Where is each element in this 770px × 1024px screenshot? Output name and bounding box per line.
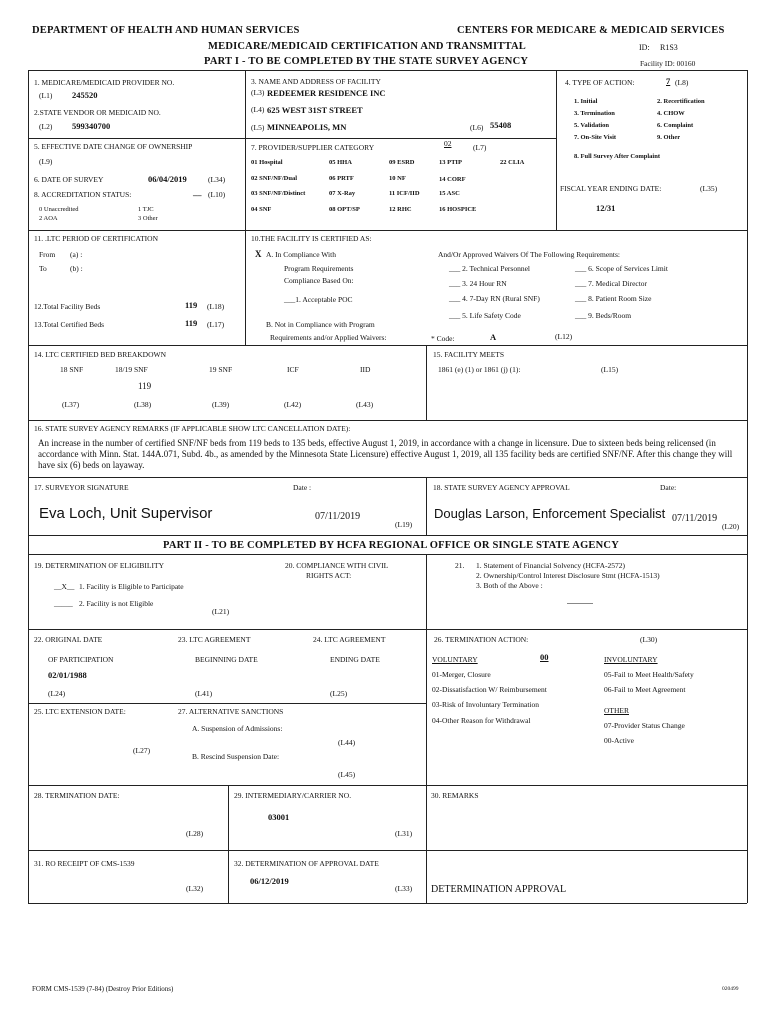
surveyor-date: 07/11/2019 <box>315 511 361 522</box>
s8-code: (L10) <box>208 190 226 199</box>
rule <box>426 345 427 420</box>
s10-label: 10.THE FACILITY IS CERTIFIED AS: <box>251 234 372 243</box>
category: 15 ASC <box>439 190 460 197</box>
waiver: ___ 3. 24 Hour RN <box>449 279 507 288</box>
other-opt: 00-Active <box>604 736 634 745</box>
category: 22 CLIA <box>500 159 525 166</box>
s3-l3: (L3) <box>251 88 265 97</box>
category: 07 X-Ray <box>329 190 356 197</box>
s12-code: (L18) <box>207 302 225 311</box>
id-label: ID: <box>639 43 650 52</box>
accred-opt: 3 Other <box>138 215 158 222</box>
bed-code: (L38) <box>134 400 152 409</box>
rule <box>28 477 747 478</box>
action-type: 7 <box>666 76 671 86</box>
waiver: ___ 5. Life Safety Code <box>449 311 521 320</box>
rule <box>28 903 747 904</box>
s18-label: 18. STATE SURVEY AGENCY APPROVAL <box>433 483 570 492</box>
to-label: To <box>39 264 47 273</box>
s10-b2: Requirements and/or Applied Waivers: <box>270 333 387 342</box>
category: 04 SNF <box>251 206 272 213</box>
category: 03 SNF/NF/Distinct <box>251 190 306 197</box>
s11-label: 11. .LTC PERIOD OF CERTIFICATION <box>34 234 159 243</box>
s10-req2: Compliance Based On: <box>284 276 354 285</box>
total-facility-beds: 119 <box>185 300 198 310</box>
voluntary-opt: 01-Merger, Closure <box>432 670 491 679</box>
rule <box>28 785 747 786</box>
s23-sub: BEGINNING DATE <box>195 655 258 664</box>
not-eligible-mark: _____ <box>54 599 73 608</box>
eligible-mark: __X__ <box>54 582 75 591</box>
s25-label: 25. LTC EXTENSION DATE: <box>34 707 126 716</box>
part1-title: PART I - TO BE COMPLETED BY THE STATE SURVEY AGENCY <box>204 56 529 67</box>
s6-label: 6. DATE OF SURVEY <box>34 175 104 184</box>
from-a: (a) : <box>70 250 83 259</box>
bed-col: 18/19 SNF <box>115 365 148 374</box>
action-opt: 8. Full Survey After Complaint <box>574 153 661 160</box>
rule <box>28 70 29 903</box>
s3-l4: (L4) <box>251 105 265 114</box>
s23-label: 23. LTC AGREEMENT <box>178 635 251 644</box>
s22-label: 22. ORIGINAL DATE <box>34 635 103 644</box>
rule <box>28 70 747 71</box>
s20-label1: 20. COMPLIANCE WITH CIVIL <box>285 561 389 570</box>
bed-col: 18 SNF <box>60 365 84 374</box>
facility-name: REDEEMER RESIDENCE INC <box>267 88 386 98</box>
s18-date-label: Date: <box>660 483 677 492</box>
accred-opt: 1 TJC <box>138 206 154 213</box>
facility-street: 625 WEST 31ST STREET <box>267 105 363 115</box>
bed-col: ICF <box>287 365 299 374</box>
action-opt: 6. Complaint <box>657 122 694 129</box>
bed-col: IID <box>360 365 371 374</box>
s17-code: (L19) <box>395 520 413 529</box>
rule <box>28 554 747 555</box>
s25-code: (L27) <box>133 746 151 755</box>
category: 02 SNF/NF/Dual <box>251 175 298 182</box>
category: 10 NF <box>389 175 406 182</box>
bed-1819-value: 119 <box>138 381 152 391</box>
rule <box>426 554 427 629</box>
surveyor-signature: Eva Loch, Unit Supervisor <box>39 505 213 522</box>
compliance-code: A <box>490 332 497 342</box>
part2-title: PART II - TO BE COMPLETED BY HCFA REGIONAL OFFICE OR SINGLE STATE AGENCY <box>163 540 619 551</box>
voluntary-heading: VOLUNTARY <box>432 655 478 664</box>
s26-code: (L30) <box>640 635 658 644</box>
action-opt: 9. Other <box>657 134 681 141</box>
from-label: From <box>39 250 56 259</box>
s1-code: (L1) <box>39 91 53 100</box>
category: 05 HHA <box>329 159 352 166</box>
form-code: 020499 <box>722 986 739 992</box>
rule <box>245 70 246 345</box>
fiscal-label: FISCAL YEAR ENDING DATE: <box>560 184 662 193</box>
s10-b1: B. Not in Compliance with Program <box>266 320 375 329</box>
s19-code: (L21) <box>212 607 230 616</box>
header-cms: CENTERS FOR MEDICARE & MEDICAID SERVICES <box>457 25 725 36</box>
form-number: FORM CMS-1539 (7-84) (Destroy Prior Editions) <box>32 985 174 993</box>
action-opt: 3. Termination <box>574 110 615 117</box>
rule <box>747 70 748 903</box>
rule <box>28 230 747 231</box>
rule <box>28 138 556 139</box>
action-opt: 1. Initial <box>574 98 598 105</box>
voluntary-opt: 04-Other Reason for Withdrawal <box>432 716 531 725</box>
waiver: ___ 6. Scope of Services Limit <box>575 264 668 273</box>
s27-label: 27. ALTERNATIVE SANCTIONS <box>178 707 284 716</box>
rule <box>28 850 747 851</box>
s15-label: 15. FACILITY MEETS <box>433 350 505 359</box>
bed-code: (L39) <box>212 400 230 409</box>
s5-code: (L9) <box>39 157 53 166</box>
facility-zip: 55408 <box>490 120 512 130</box>
waiver: ___ 7. Medical Director <box>575 279 648 288</box>
eligible-option: 1. Facility is Eligible to Participate <box>79 582 184 591</box>
approval-date-value: 06/12/2019 <box>250 876 289 886</box>
waivers-heading: And/Or Approved Waivers Of The Following Requirements: <box>438 250 621 259</box>
provider-number: 245520 <box>72 90 98 100</box>
determination-approval: DETERMINATION APPROVAL <box>431 884 567 895</box>
s31-label: 31. RO RECEIPT OF CMS-1539 <box>34 859 135 868</box>
vendor-number: 599340700 <box>72 121 111 131</box>
action-opt: 4. CHOW <box>657 110 685 117</box>
s24-sub: ENDING DATE <box>330 655 380 664</box>
id-value: R1S3 <box>660 43 678 52</box>
rule <box>28 703 426 704</box>
header-dept: DEPARTMENT OF HEALTH AND HUMAN SERVICES <box>32 25 300 36</box>
compliance-mark: X <box>255 249 262 259</box>
fiscal-value: 12/31 <box>596 203 616 213</box>
approval-signature: Douglas Larson, Enforcement Specialist <box>434 506 666 521</box>
voluntary-opt: 02-Dissatisfaction W/ Reimbursement <box>432 685 547 694</box>
other-heading: OTHER <box>604 706 629 715</box>
s4-label: 4. TYPE OF ACTION: <box>565 78 635 87</box>
rule <box>28 629 747 630</box>
form-title: MEDICARE/MEDICAID CERTIFICATION AND TRANSMITTAL <box>208 41 526 52</box>
facility-id: Facility ID: 00160 <box>640 59 696 68</box>
s29-code: (L31) <box>395 829 413 838</box>
category: 01 Hospital <box>251 159 283 166</box>
waiver: ___ 4. 7-Day RN (Rural SNF) <box>449 294 540 303</box>
s4-code: (L8) <box>675 78 689 87</box>
s24-code: (L25) <box>330 689 348 698</box>
rule <box>426 629 427 903</box>
s13-code: (L17) <box>207 320 225 329</box>
s18-code: (L20) <box>722 522 740 531</box>
agency-remarks: An increase in the number of certified SNF/NF beds from 119 beds to 135 beds, effective August 1, 2019, in accordance with a change in licensure. Due to sixteen beds being relicensed (in accordance with Minn. Stat. 144A.071, Subd. 4b., as amended by the Minnesota State Licensure) effective August 1, 2019, all 135 facility beds are certified SNF/NF. After this change they will have six (6) beds on layaway. <box>38 438 733 470</box>
s5-label: 5. EFFECTIVE DATE CHANGE OF OWNERSHIP <box>34 142 193 151</box>
s29-label: 29. INTERMEDIARY/CARRIER NO. <box>234 791 352 800</box>
s17-date-label: Date : <box>293 483 312 492</box>
s21-blank <box>567 603 593 604</box>
original-date: 02/01/1988 <box>48 670 87 680</box>
s23-code: (L41) <box>195 689 213 698</box>
s28-code: (L28) <box>186 829 204 838</box>
carrier-number: 03001 <box>268 812 290 822</box>
total-certified-beds: 119 <box>185 318 198 328</box>
voluntary-opt: 03-Risk of Involuntary Termination <box>432 700 540 709</box>
to-b: (b) : <box>70 264 83 273</box>
approval-date: 07/11/2019 <box>672 513 718 524</box>
other-opt: 07-Provider Status Change <box>604 721 685 730</box>
s10-req1: Program Requirements <box>284 264 354 273</box>
s22-code: (L24) <box>48 689 66 698</box>
s13-label: 13.Total Certified Beds <box>34 320 105 329</box>
s21-item: 1. Statement of Financial Solvency (HCFA-2572) <box>476 561 626 570</box>
accred-opt: 0 Unaccredited <box>39 206 79 213</box>
s27-a-code: (L44) <box>338 738 356 747</box>
involuntary-opt: 06-Fail to Meet Agreement <box>604 685 686 694</box>
s3-label: 3. NAME AND ADDRESS OF FACILITY <box>251 77 381 86</box>
s12-label: 12.Total Facility Beds <box>34 302 101 311</box>
code-label: * Code: <box>431 334 455 343</box>
s27-b-code: (L45) <box>338 770 356 779</box>
s3-l5: (L5) <box>251 123 265 132</box>
category: 12 RHC <box>389 206 412 213</box>
s21-label: 21. <box>455 561 465 570</box>
bed-code: (L43) <box>356 400 374 409</box>
s3-l6: (L6) <box>470 123 484 132</box>
s21-item: 2. Ownership/Control Interest Disclosure Stmt (HCFA-1513) <box>476 571 660 580</box>
s27-b: B. Rescind Suspension Date: <box>192 752 280 761</box>
s30-label: 30. REMARKS <box>431 791 479 800</box>
bed-code: (L42) <box>284 400 302 409</box>
s1-label: 1. MEDICARE/MEDICAID PROVIDER NO. <box>34 78 175 87</box>
s32-label: 32. DETERMINATION OF APPROVAL DATE <box>234 859 379 868</box>
category: 11 ICF/IID <box>389 190 420 197</box>
waiver: ___ 9. Beds/Room <box>575 311 632 320</box>
waiver: ___ 2. Technical Personnel <box>449 264 530 273</box>
s31-code: (L32) <box>186 884 204 893</box>
involuntary-heading: INVOLUNTARY <box>604 655 658 664</box>
s2-label: 2.STATE VENDOR OR MEDICAID NO. <box>34 108 161 117</box>
s28-label: 28. TERMINATION DATE: <box>34 791 120 800</box>
code-l12: (L12) <box>555 332 573 341</box>
category: 13 PTIP <box>439 159 462 166</box>
bed-col: 19 SNF <box>209 365 233 374</box>
action-opt: 2. Recertification <box>657 98 705 105</box>
rule <box>228 785 229 903</box>
s6-code: (L34) <box>208 175 226 184</box>
category: 06 PRTF <box>329 175 354 182</box>
s19-label: 19. DETERMINATION OF ELIGIBILITY <box>34 561 164 570</box>
s24-label: 24. LTC AGREEMENT <box>313 635 386 644</box>
s15-text: 1861 (e) (1) or 1861 (j) (1): <box>438 365 521 374</box>
s20-label2: RIGHTS ACT: <box>306 571 352 580</box>
rule <box>426 477 427 535</box>
provider-category: 02 <box>444 139 452 148</box>
bed-code: (L37) <box>62 400 80 409</box>
category: 08 OPT/SP <box>329 206 360 213</box>
s15-code: (L15) <box>601 365 619 374</box>
s26-label: 26. TERMINATION ACTION: <box>434 635 529 644</box>
survey-date: 06/04/2019 <box>148 174 187 184</box>
s27-a: A. Suspension of Admissions: <box>192 724 283 733</box>
s2-code: (L2) <box>39 122 53 131</box>
s16-label: 16. STATE SURVEY AGENCY REMARKS (IF APPLICABLE SHOW LTC CANCELLATION DATE): <box>34 424 351 433</box>
s8-label: 8. ACCREDITATION STATUS: <box>34 190 132 199</box>
accreditation-blank: __ <box>193 187 202 197</box>
rule <box>28 420 747 421</box>
not-eligible-option: 2. Facility is not Eligible <box>79 599 154 608</box>
s7-label: 7. PROVIDER/SUPPLIER CATEGORY <box>251 143 375 152</box>
action-opt: 5. Validation <box>574 122 610 129</box>
waiver: ___ 8. Patient Room Size <box>575 294 652 303</box>
involuntary-opt: 05-Fail to Meet Health/Safety <box>604 670 694 679</box>
facility-city: MINNEAPOLIS, MN <box>267 122 347 132</box>
termination-value: 00 <box>540 652 549 662</box>
s10-poc: ___1. Acceptable POC <box>284 295 353 304</box>
s17-label: 17. SURVEYOR SIGNATURE <box>34 483 129 492</box>
s21-item: 3. Both of the Above : <box>476 581 543 590</box>
s22-sub: OF PARTICIPATION <box>48 655 114 664</box>
rule <box>28 535 747 536</box>
s7-code: (L7) <box>473 143 487 152</box>
action-opt: 7. On-Site Visit <box>574 134 617 141</box>
category: 16 HOSPICE <box>439 206 477 213</box>
s14-label: 14. LTC CERTIFIED BED BREAKDOWN <box>34 350 166 359</box>
rule <box>28 345 747 346</box>
category: 09 ESRD <box>389 159 415 166</box>
category: 14 CORF <box>439 176 466 183</box>
rule <box>556 70 557 230</box>
s10-a: A. In Compliance With <box>266 250 336 259</box>
fiscal-code: (L35) <box>700 184 718 193</box>
accred-opt: 2 AOA <box>39 215 58 222</box>
s32-code: (L33) <box>395 884 413 893</box>
